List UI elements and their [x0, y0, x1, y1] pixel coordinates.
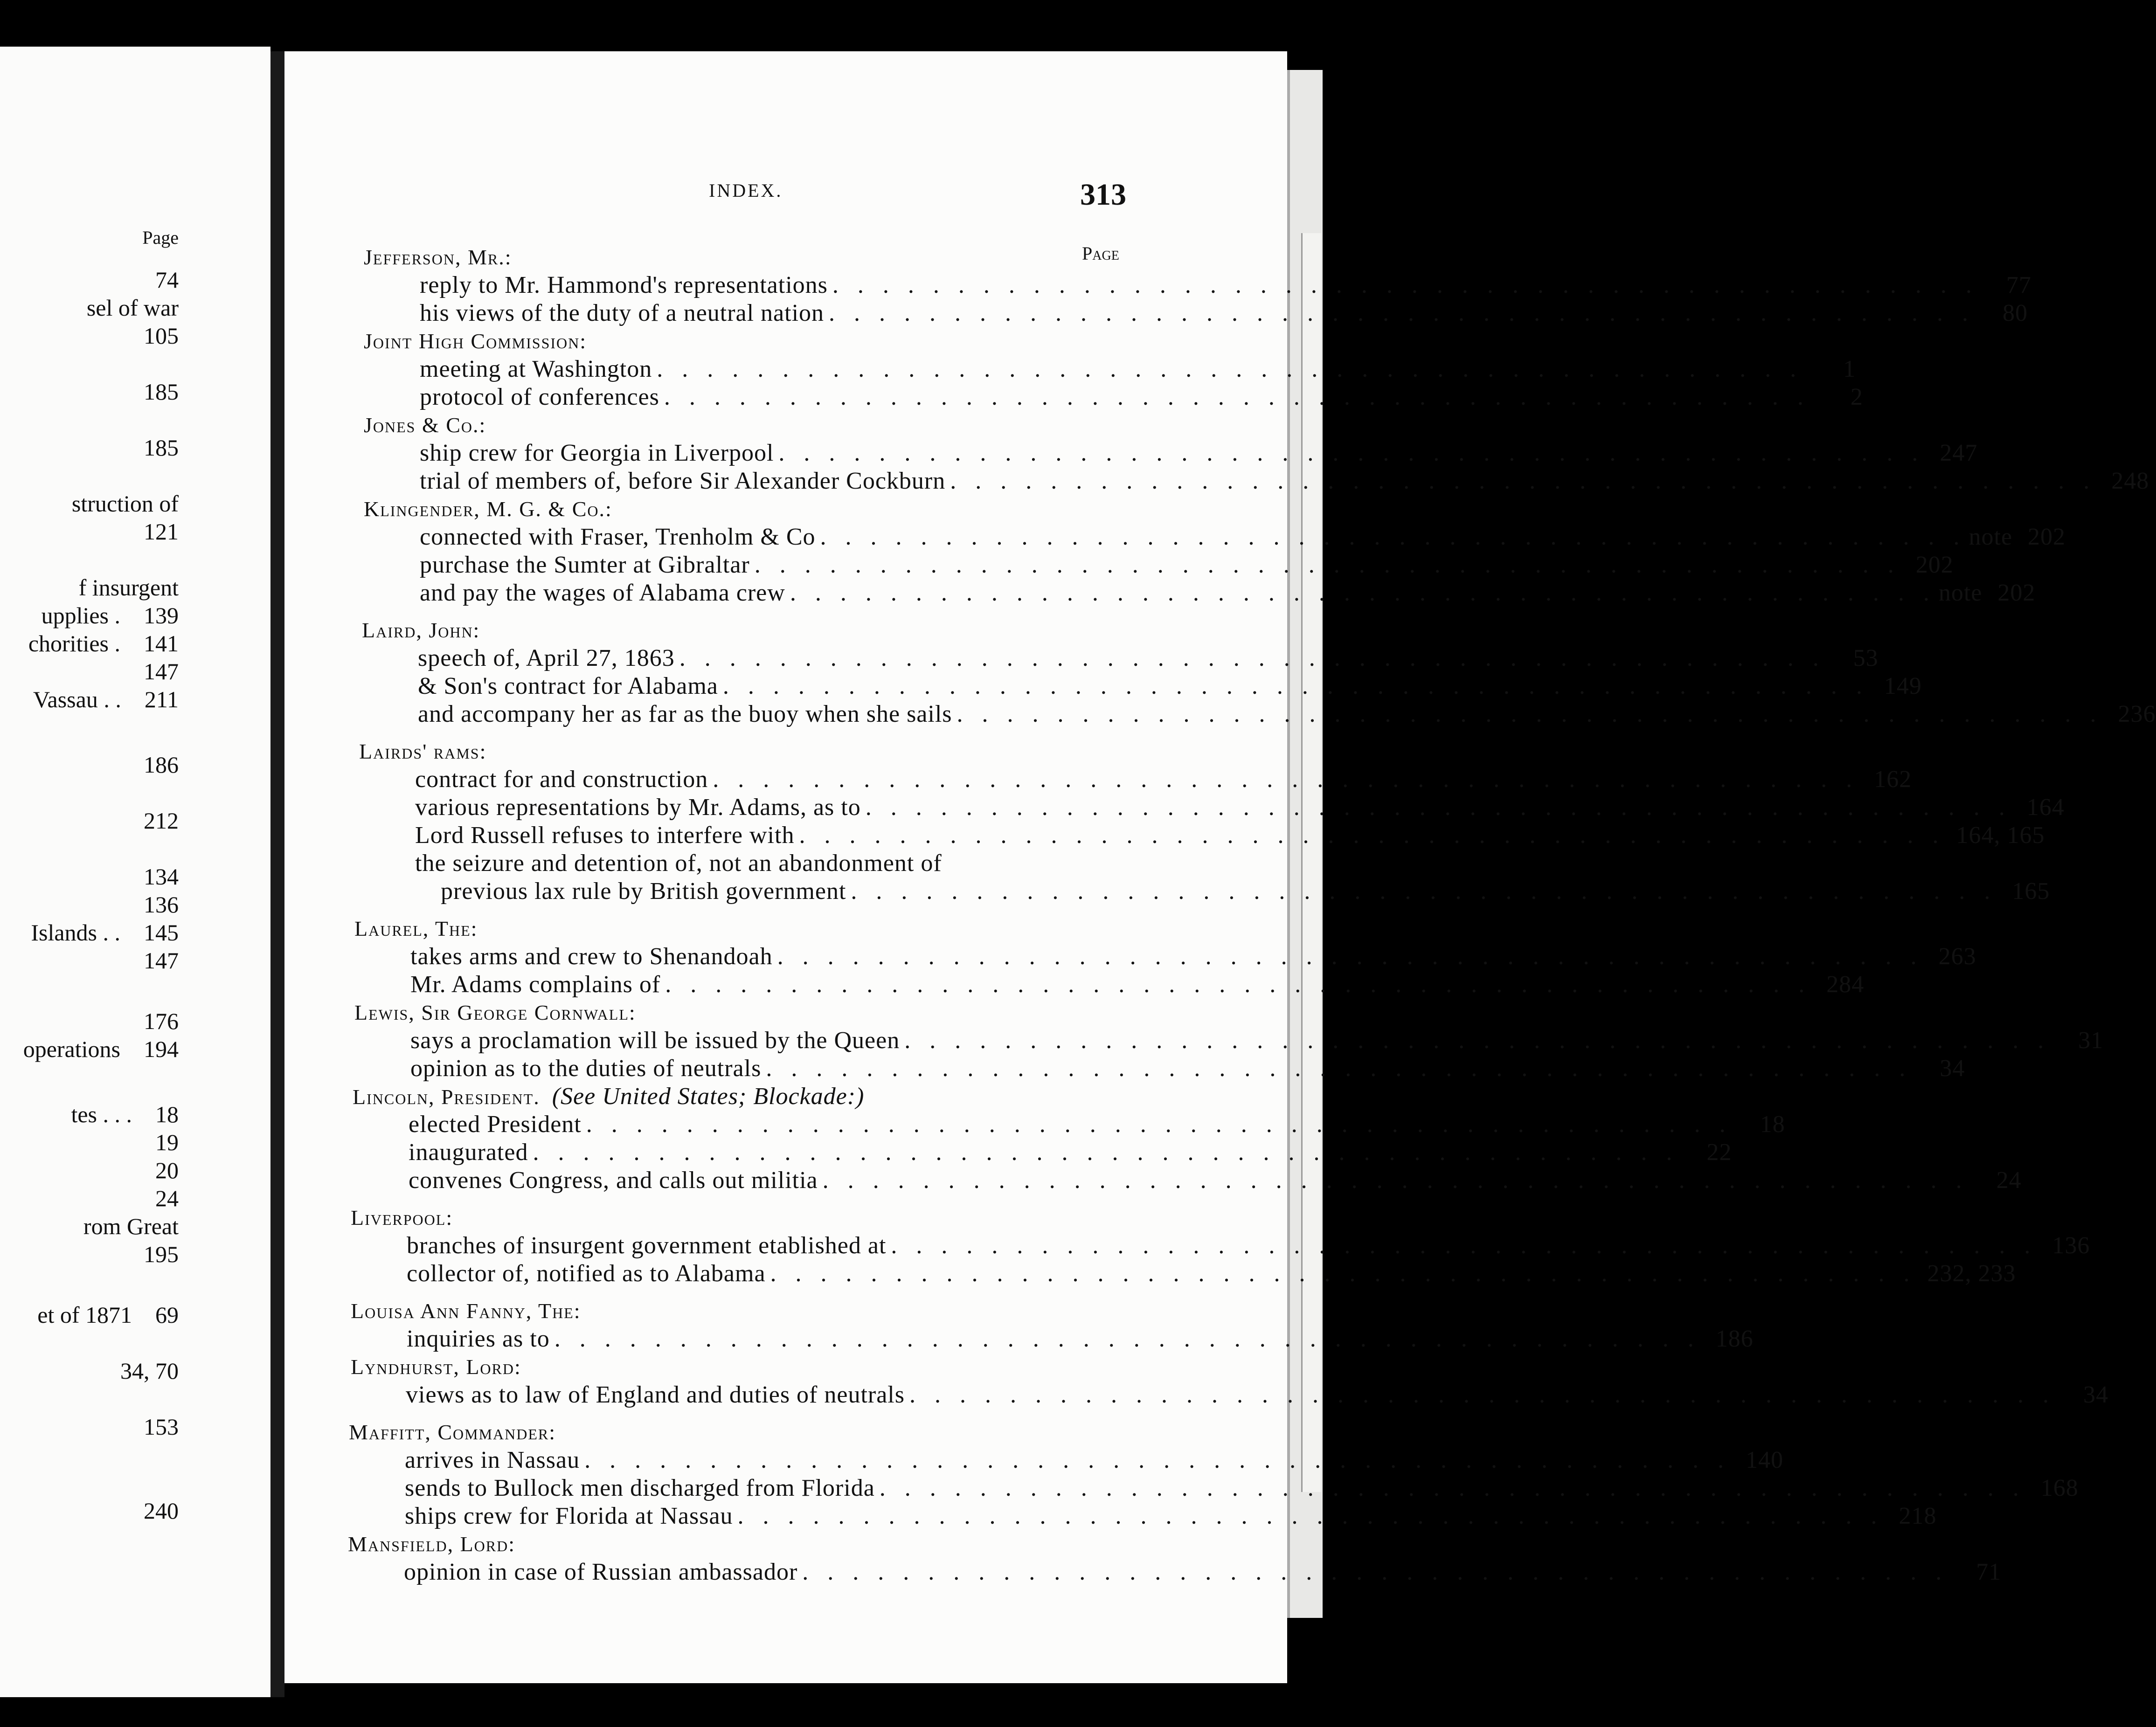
left-row-page: 212 — [144, 808, 179, 834]
subentry-text: ship crew for Georgia in Liverpool — [420, 440, 774, 466]
index-subentry — [420, 299, 2028, 327]
subentry-text: contract for and construction — [415, 766, 708, 793]
left-row-page: 24 — [155, 1185, 179, 1211]
page-reference: 53 — [1853, 645, 1879, 671]
left-row-text: Islands . . — [31, 919, 120, 946]
page-reference: 2 — [1850, 384, 1863, 410]
index-heading-text: Lairds' rams: — [359, 739, 487, 763]
page-reference: 22 — [1706, 1139, 1732, 1166]
index-subentry — [420, 523, 2066, 551]
page-reference: 136 — [2052, 1232, 2090, 1259]
dot-leader: . . . . . . . . . . . . . . . . . . . . . . . . . . . . . . . . . . . . . . . . . . . . . . — [664, 384, 1810, 410]
index-heading — [351, 1297, 581, 1325]
left-row-text: Vassau . . — [33, 686, 121, 712]
dot-leader: . . . . . . . . . . . . . . . . . . . . . . . . . . . . . . . . . . . . . . . . . . . . . . — [770, 1260, 1916, 1287]
left-row-text: chorities . — [28, 630, 120, 656]
left-page-row — [120, 946, 179, 974]
dot-leader: . . . . . . . . . . . . . . . . . . . . . . . . . . . . . . . . . . . . . . . . . . . . . . — [722, 673, 1869, 699]
index-subentry — [405, 1446, 1784, 1474]
subentry-text: inquiries as to — [407, 1326, 550, 1352]
page-reference: 202 — [2028, 524, 2066, 550]
index-heading-text: Joint High Commission: — [364, 329, 587, 353]
left-page-row — [28, 629, 179, 657]
index-heading-text: Lyndhurst, Lord: — [351, 1355, 521, 1379]
dot-leader: . . . . . . . . . . . . . . . . . . . . . . . . . . . . . . . . . . . . . . . . . . . . . . — [554, 1326, 1700, 1352]
page-reference: 248 — [2111, 468, 2149, 494]
page-edge-inner — [1301, 233, 1321, 1492]
page-reference: 165 — [2012, 878, 2050, 905]
index-heading — [364, 495, 612, 523]
page-number: 313 — [1080, 178, 1126, 212]
subentry-text: reply to Mr. Hammond's representations — [420, 272, 828, 298]
left-page-label: Page — [142, 227, 179, 248]
dot-leader: . . . . . . . . . . . . . . . . . . . . . . . . . . . . . . . . . . . . . . . . . . . . . . — [754, 552, 1900, 578]
index-subentry — [407, 1260, 2016, 1288]
index-heading-text: Liverpool: — [351, 1206, 453, 1230]
left-page-row — [120, 1497, 179, 1525]
subentry-text: his views of the duty of a neutral nation — [420, 300, 825, 326]
left-row-page: 147 — [144, 947, 179, 974]
dot-leader: . . . . . . . . . . . . . . . . . . . . . . . . . . . . . . . . . . . . . . . . . . . . . . — [802, 1559, 1948, 1585]
running-header: INDEX. — [709, 180, 783, 201]
left-page-row — [120, 434, 179, 462]
left-row-page: 186 — [144, 752, 179, 778]
index-subentry — [415, 766, 1912, 794]
subentry-text: inaugurated — [409, 1139, 528, 1166]
dot-leader: . . . . . . . . . . . . . . . . . . . . . . . . . . . . . . . . . . . . . . . . . . . . . . — [777, 943, 1923, 970]
page-column-label: Page — [1082, 243, 1119, 264]
index-heading — [364, 327, 587, 355]
dot-leader: . . . . . . . . . . . . . . . . . . . . . . . . . . . . . . . . . . . . . . . . . . . . . . — [790, 580, 1936, 606]
dot-leader: . . . . . . . . . . . . . . . . . . . . . . . . . . . . . . . . . . . . . . . . . . . . . . — [713, 766, 1859, 793]
index-subentry — [441, 877, 2050, 905]
index-subentry — [418, 672, 1922, 700]
subentry-text: takes arms and crew to Shenandoah — [410, 943, 773, 970]
subentry-text: views as to law of England and duties of neutrals — [406, 1382, 905, 1408]
left-row-page: 176 — [144, 1008, 179, 1034]
subentry-text: Mr. Adams complains of — [410, 971, 661, 998]
left-page-row — [132, 1128, 179, 1156]
subentry-text: and pay the wages of Alabama crew — [420, 580, 785, 606]
left-page-row — [120, 378, 179, 406]
left-page-row — [97, 1357, 179, 1385]
book-gutter — [270, 51, 284, 1697]
index-heading-text: Laurel, The: — [354, 917, 478, 940]
left-page-row — [87, 294, 179, 322]
index-heading — [348, 1530, 515, 1558]
index-subentry — [415, 794, 2065, 822]
subentry-text: convenes Congress, and calls out militia — [409, 1167, 818, 1194]
dot-leader: . . . . . . . . . . . . . . . . . . . . . . . . . . . . . . . . . . . . . . . . . . . . . . — [829, 300, 1975, 326]
subentry-text: purchase the Sumter at Gibraltar — [420, 552, 750, 578]
left-row-page: 121 — [144, 518, 179, 545]
page-reference: 232, 233 — [1927, 1260, 2016, 1287]
index-heading-text: Jefferson, Mr.: — [364, 245, 512, 269]
dot-leader: . . . . . . . . . . . . . . . . . . . . . . . . . . . . . . . . . . . . . . . . . . . . . . — [657, 356, 1803, 382]
page-reference: 218 — [1899, 1503, 1937, 1529]
left-row-text: et of 1871 — [37, 1302, 132, 1328]
subentry-text: protocol of conferences — [420, 384, 659, 410]
index-subentry — [405, 1502, 1937, 1530]
subentry-text: and accompany her as far as the buoy when she sails — [418, 701, 952, 727]
page-reference: 168 — [2040, 1475, 2079, 1501]
dot-leader: . . . . . . . . . . . . . . . . . . . . . . . . . . . . . . . . . . . . . . . . . . . . . . — [879, 1475, 2025, 1501]
subentry-text: previous lax rule by British government — [441, 878, 846, 905]
subentry-text: the seizure and detention of, not an abandonment of — [415, 850, 942, 877]
subentry-text: arrives in Nassau — [405, 1447, 580, 1473]
subentry-text: sends to Bullock men discharged from Florida — [405, 1475, 875, 1501]
page-reference: 31 — [2078, 1027, 2104, 1054]
dot-leader: . . . . . . . . . . . . . . . . . . . . . . . . . . . . . . . . . . . . . . . . . . . . . . — [778, 440, 1925, 466]
index-subentry — [404, 1558, 2002, 1586]
index-subentry — [409, 1139, 1732, 1167]
left-page-row — [132, 1184, 179, 1212]
index-heading — [354, 915, 478, 943]
subentry-text: meeting at Washington — [420, 356, 652, 382]
index-subentry — [410, 1055, 1965, 1083]
index-heading-text: Laird, John: — [362, 618, 480, 642]
left-row-text: tes . . . — [71, 1101, 132, 1127]
page-reference: 18 — [1760, 1111, 1785, 1138]
index-heading — [359, 738, 486, 766]
dot-leader: . . . . . . . . . . . . . . . . . . . . . . . . . . . . . . . . . . . . . . . . . . . . . . — [832, 272, 1978, 298]
index-heading — [353, 1083, 864, 1111]
dot-leader: . . . . . . . . . . . . . . . . . . . . . . . . . . . . . . . . . . . . . . . . . . . . . . — [766, 1055, 1912, 1082]
dot-leader: . . . . . . . . . . . . . . . . . . . . . . . . . . . . . . . . . . . . . . . . . . . . . . — [679, 645, 1825, 671]
dot-leader: . . . . . . . . . . . . . . . . . . . . . . . . . . . . . . . . . . . . . . . . . . . . . . — [950, 468, 2096, 494]
subentry-text: collector of, notified as to Alabama — [407, 1260, 766, 1287]
index-subentry — [410, 943, 1976, 971]
left-page-row — [120, 863, 179, 891]
index-subentry — [420, 355, 1856, 383]
left-page-row — [72, 490, 179, 518]
left-row-page: 136 — [144, 891, 179, 918]
subentry-text: elected President — [409, 1111, 582, 1138]
left-row-text: upplies . — [41, 602, 120, 629]
subentry-text: says a proclamation will be issued by the Queen — [410, 1027, 900, 1054]
subentry-text: opinion in case of Russian ambassador — [404, 1559, 798, 1585]
subentry-text: Lord Russell refuses to interfere with — [415, 822, 795, 849]
dot-leader: . . . . . . . . . . . . . . . . . . . . . . . . . . . . . . . . . . . . . . . . . . . . . . — [584, 1447, 1731, 1473]
index-subentry — [420, 467, 2149, 495]
page-reference: 71 — [1976, 1559, 2002, 1585]
left-row-page: 69 — [155, 1302, 179, 1328]
note-marker: note — [1938, 580, 1983, 606]
left-page-row — [120, 657, 179, 685]
index-heading-text: Lincoln, President. — [353, 1085, 540, 1109]
note-marker: note — [1969, 524, 2013, 550]
left-row-page: 194 — [144, 1036, 179, 1062]
left-row-page: 141 — [144, 630, 179, 656]
left-page-row — [71, 1100, 179, 1128]
page-reference: 284 — [1826, 971, 1865, 998]
left-row-page: 185 — [144, 435, 179, 461]
index-heading-text: Jones & Co.: — [364, 413, 486, 437]
index-heading — [351, 1353, 521, 1381]
index-subentry — [420, 271, 2031, 299]
dot-leader: . . . . . . . . . . . . . . . . . . . . . . . . . . . . . . . . . . . . . . . . . . . . . . — [820, 524, 1966, 550]
dot-leader: . . . . . . . . . . . . . . . . . . . . . . . . . . . . . . . . . . . . . . . . . . . . . . — [737, 1503, 1884, 1529]
left-row-page: 34, 70 — [120, 1358, 179, 1384]
left-row-text: rom Great — [83, 1213, 179, 1239]
page-reference: 247 — [1940, 440, 1978, 466]
page-reference: 164, 165 — [1956, 822, 2045, 849]
index-subentry — [410, 1027, 2104, 1055]
index-heading — [364, 411, 486, 439]
page-reference: 236 — [2118, 701, 2156, 727]
page-reference: 162 — [1874, 766, 1912, 793]
left-row-page: 134 — [144, 864, 179, 890]
page-reference: 263 — [1938, 943, 1976, 970]
index-heading-text: Mansfield, Lord: — [348, 1532, 516, 1556]
subentry-text: connected with Fraser, Trenholm & Co — [420, 524, 816, 550]
page-reference: 80 — [2003, 300, 2028, 326]
index-heading — [349, 1418, 556, 1446]
index-subentry — [407, 1325, 1754, 1353]
index-subentry — [420, 439, 1978, 467]
left-page-row — [120, 807, 179, 835]
left-page-row — [120, 891, 179, 919]
index-subentry — [418, 700, 2156, 728]
left-page-row — [37, 1301, 179, 1329]
left-page-row — [79, 573, 179, 601]
subentry-text: trial of members of, before Sir Alexander Cockburn — [420, 468, 946, 494]
index-subentry — [415, 822, 2045, 850]
page-reference: 140 — [1746, 1447, 1784, 1473]
page-reference: 164 — [2026, 794, 2065, 821]
left-row-text: sel of war — [86, 295, 179, 321]
page-reference: 202 — [1915, 552, 1954, 578]
left-row-page: 211 — [144, 686, 179, 712]
left-row-text: operations — [23, 1036, 120, 1062]
index-heading-text: Lewis, Sir George Cornwall: — [354, 1001, 636, 1024]
index-subentry — [409, 1167, 2022, 1195]
dot-leader: . . . . . . . . . . . . . . . . . . . . . . . . . . . . . . . . . . . . . . . . . . . . . . — [904, 1027, 2051, 1054]
left-page-row — [42, 601, 179, 629]
left-page-row — [120, 518, 179, 546]
page-reference: 34 — [2083, 1382, 2108, 1408]
left-page-row — [83, 1212, 179, 1240]
index-subentry — [406, 1381, 2108, 1409]
page-reference: 186 — [1715, 1326, 1754, 1352]
dot-leader: . . . . . . . . . . . . . . . . . . . . . . . . . . . . . . . . . . . . . . . . . . . . . . — [865, 794, 2011, 821]
subentry-text: opinion as to the duties of neutrals — [410, 1055, 762, 1082]
dot-leader: . . . . . . . . . . . . . . . . . . . . . . . . . . . . . . . . . . . . . . . . . . . . . . — [851, 878, 1997, 905]
index-heading-text: Maffitt, Commander: — [349, 1420, 556, 1444]
page-reference: 1 — [1843, 356, 1856, 382]
left-row-page: 19 — [155, 1129, 179, 1155]
subentry-text: & Son's contract for Alabama — [418, 673, 718, 699]
subentry-text: branches of insurgent government etablished at — [407, 1232, 887, 1259]
dot-leader: . . . . . . . . . . . . . . . . . . . . . . . . . . . . . . . . . . . . . . . . . . . . . . — [533, 1139, 1679, 1166]
index-heading-text: Louisa Ann Fanny, The: — [351, 1299, 581, 1323]
left-row-page: 139 — [144, 602, 179, 629]
left-row-page: 74 — [155, 267, 179, 293]
left-page-row — [120, 1240, 179, 1268]
subentry-text: speech of, April 27, 1863 — [418, 645, 675, 671]
left-row-page: 185 — [144, 379, 179, 405]
left-row-page: 20 — [155, 1157, 179, 1183]
left-row-page: 147 — [144, 658, 179, 684]
subentry-text: ships crew for Florida at Nassau — [405, 1503, 733, 1529]
left-page-row — [120, 1007, 179, 1035]
left-page-row — [132, 266, 179, 294]
page-reference: 149 — [1884, 673, 1922, 699]
left-page-row — [120, 751, 179, 779]
dot-leader: . . . . . . . . . . . . . . . . . . . . . . . . . . . . . . . . . . . . . . . . . . . . . . — [957, 701, 2103, 727]
left-page-row — [33, 685, 179, 713]
index-subentry — [409, 1111, 1785, 1139]
index-subentry — [418, 644, 1879, 672]
index-subentry — [407, 1232, 2090, 1260]
left-page-row — [120, 322, 179, 350]
dot-leader: . . . . . . . . . . . . . . . . . . . . . . . . . . . . . . . . . . . . . . . . . . . . . . — [822, 1167, 1969, 1194]
see-also-reference: (See United States; Blockade:) — [552, 1083, 865, 1110]
page-reference: 24 — [1996, 1167, 2022, 1194]
left-page-row — [120, 1413, 179, 1441]
dot-leader: . . . . . . . . . . . . . . . . . . . . . . . . . . . . . . . . . . . . . . . . . . . . . . — [891, 1232, 2037, 1259]
index-heading — [351, 1204, 453, 1232]
left-row-page: 153 — [144, 1414, 179, 1440]
index-heading-text: Klingender, M. G. & Co.: — [364, 497, 612, 521]
page-reference: 77 — [2006, 272, 2031, 298]
left-row-page: 240 — [144, 1498, 179, 1524]
left-row-page: 105 — [144, 323, 179, 349]
index-subentry — [420, 383, 1863, 411]
dot-leader: . . . . . . . . . . . . . . . . . . . . . . . . . . . . . . . . . . . . . . . . . . . . . . — [799, 822, 1945, 849]
index-subentry — [420, 551, 1954, 579]
dot-leader: . . . . . . . . . . . . . . . . . . . . . . . . . . . . . . . . . . . . . . . . . . . . . . — [586, 1111, 1732, 1138]
left-page-row — [31, 919, 179, 946]
left-page-row — [132, 1156, 179, 1184]
dot-leader: . . . . . . . . . . . . . . . . . . . . . . . . . . . . . . . . . . . . . . . . . . . . . . — [665, 971, 1811, 998]
left-row-text: f insurgent — [78, 574, 179, 601]
index-heading — [364, 243, 512, 271]
left-page-row — [23, 1035, 179, 1063]
index-subentry — [415, 850, 1117, 877]
index-heading — [362, 616, 480, 644]
left-row-page: 18 — [155, 1101, 179, 1127]
index-subentry — [420, 579, 2036, 607]
page-reference: 34 — [1940, 1055, 1965, 1082]
page-reference: 202 — [1997, 580, 2036, 606]
index-subentry — [410, 971, 1865, 999]
index-heading — [354, 999, 636, 1027]
left-row-page: 195 — [144, 1241, 179, 1267]
left-row-page: 145 — [144, 919, 179, 946]
index-subentry — [405, 1474, 2079, 1502]
left-row-text: struction of — [71, 490, 179, 517]
subentry-text: various representations by Mr. Adams, as to — [415, 794, 861, 821]
dot-leader: . . . . . . . . . . . . . . . . . . . . . . . . . . . . . . . . . . . . . . . . . . . . . . — [909, 1382, 2055, 1408]
